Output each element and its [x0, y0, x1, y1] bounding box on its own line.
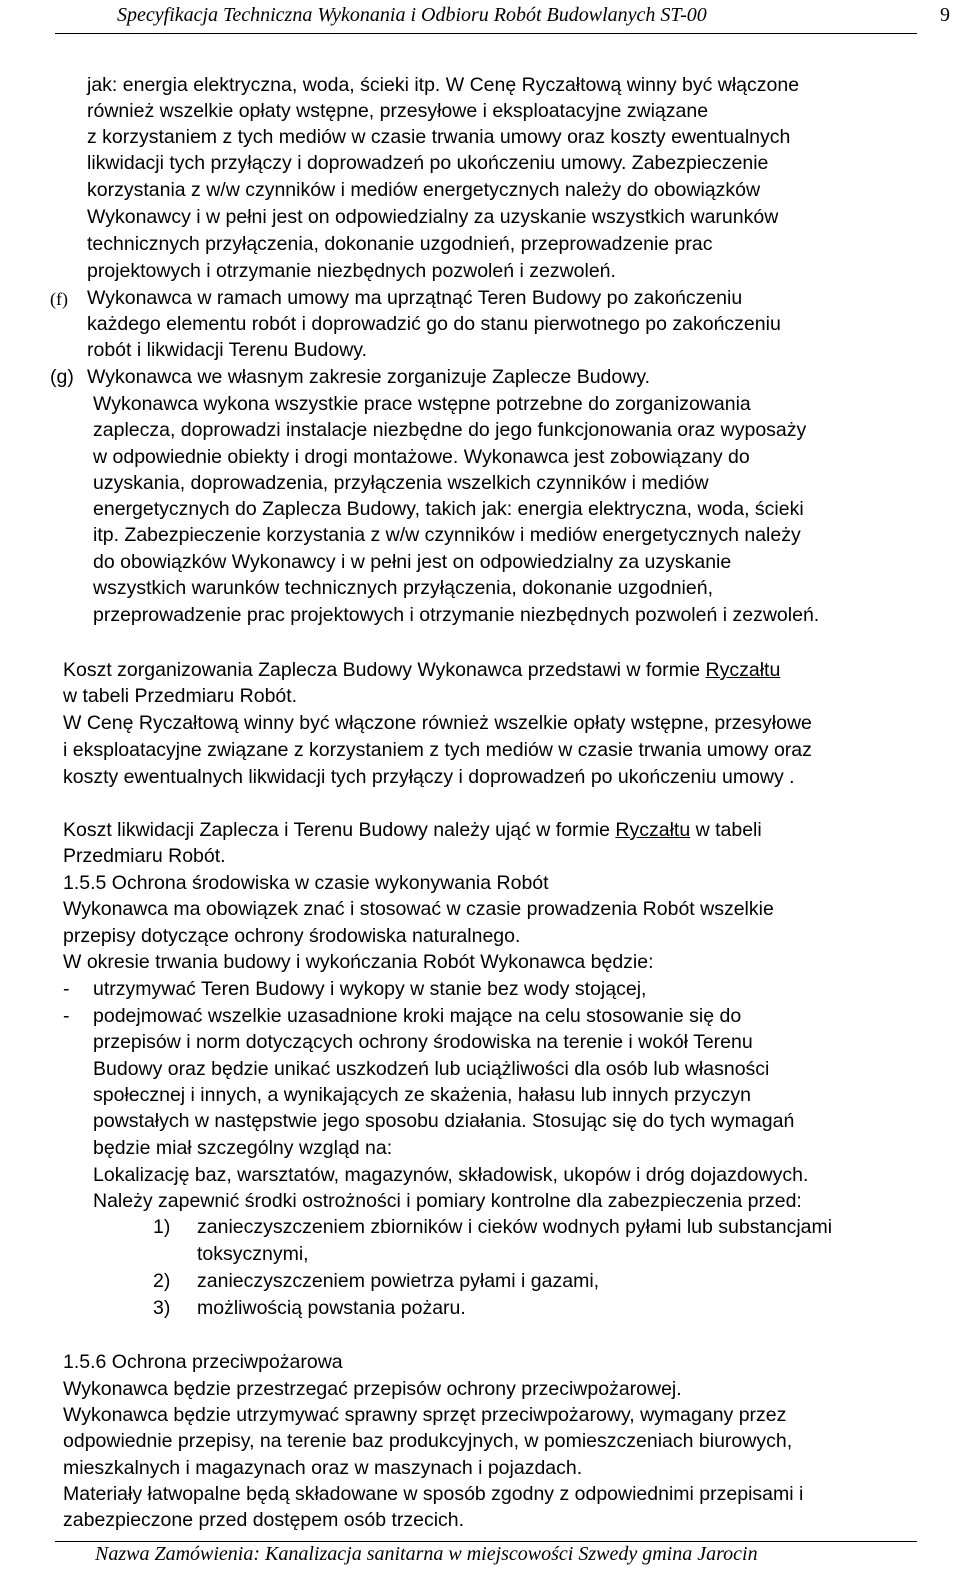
header-divider: [55, 33, 917, 34]
paragraph-line: i eksploatacyjne związane z korzystaniem z tych mediów w czasie trwania umowy oraz: [63, 739, 812, 761]
paragraph-line: Przedmiaru Robót.: [63, 845, 226, 867]
section-heading: 1.5.6 Ochrona przeciwpożarowa: [63, 1351, 343, 1373]
page-footer: [0, 1541, 960, 1569]
footer-text: Nazwa Zamówienia: Kanalizacja sanitarna w miejscowości Szwedy gmina Jarocin: [95, 1543, 758, 1565]
dash-item: przepisów i norm dotyczących ochrony środowiska na terenie i wokół Terenu: [93, 1031, 753, 1053]
numbered-item: możliwością powstania pożaru.: [197, 1297, 466, 1319]
dash-item: Budowy oraz będzie unikać uszkodzeń lub uciążliwości dla osób lub własności: [93, 1058, 770, 1080]
paragraph-line: [63, 657, 780, 683]
paragraph-line: również wszelkie opłaty wstępne, przesyłowe i eksploatacyjne związane: [87, 100, 709, 122]
paragraph-line: Wykonawca w ramach umowy ma uprzątnąć Teren Budowy po zakończeniu: [87, 287, 743, 309]
paragraph-line: W Cenę Ryczałtową winny być włączone również wszelkie opłaty wstępne, przesyłowe: [63, 712, 812, 734]
footer-divider: [55, 1541, 917, 1542]
ryczalt-underlined: Ryczałtu: [615, 819, 691, 841]
paragraph-line: odpowiednie przepisy, na terenie baz produkcyjnych, w pomieszczeniach biurowych,: [63, 1430, 793, 1452]
paragraph-line: jak: energia elektryczna, woda, ścieki itp. W Cenę Ryczałtową winny być włączone: [87, 74, 800, 96]
list-marker: (f): [50, 289, 68, 309]
dash-item: podejmować wszelkie uzasadnione kroki mające na celu stosowanie się do: [93, 1005, 742, 1027]
paragraph-line: przepisy dotyczące ochrony środowiska naturalnego.: [63, 925, 521, 947]
dash-item: Należy zapewnić środki ostrożności i pomiary kontrolne dla zabezpieczenia przed:: [93, 1190, 802, 1212]
section-heading: 1.5.5 Ochrona środowiska w czasie wykonywania Robót: [63, 872, 549, 894]
header-title: Specyfikacja Techniczna Wykonania i Odbioru Robót Budowlanych ST-00: [117, 4, 707, 26]
paragraph-line: zaplecza, doprowadzi instalacje niezbędne do jego funkcjonowania oraz wyposaży: [93, 419, 807, 441]
dash-item: utrzymywać Teren Budowy i wykopy w stanie bez wody stojącej,: [93, 978, 647, 1000]
paragraph-line: energetycznych do Zaplecza Budowy, takich jak: energia elektryczna, woda, ścieki: [93, 498, 804, 520]
page-number: 9: [940, 4, 950, 26]
ryczalt-underlined: Ryczałtu: [705, 659, 781, 681]
paragraph-line: korzystania z w/w czynników i mediów energetycznych należy do obowiązków: [87, 179, 761, 201]
paragraph-line: robót i likwidacji Terenu Budowy.: [87, 339, 367, 361]
numbered-marker: 2): [153, 1270, 171, 1292]
list-marker: (g): [50, 366, 74, 388]
dash-item: powstałych w następstwie jego sposobu działania. Stosując się do tych wymagań: [93, 1110, 795, 1132]
paragraph-line: Wykonawca ma obowiązek znać i stosować w czasie prowadzenia Robót wszelkie: [63, 898, 774, 920]
numbered-item: toksycznymi,: [197, 1243, 309, 1265]
dash-item: społecznej i innych, a wynikających ze skażenia, hałasu lub innych przyczyn: [93, 1084, 751, 1106]
paragraph-line: likwidacji tych przyłączy i doprowadzeń po ukończeniu umowy. Zabezpieczenie: [87, 152, 769, 174]
paragraph-line: uzyskania, doprowadzenia, przyłączenia wszelkich czynników i mediów: [93, 472, 709, 494]
paragraph-line: Wykonawca we własnym zakresie zorganizuje Zaplecze Budowy.: [87, 366, 651, 388]
page-header: [0, 0, 960, 44]
numbered-marker: 3): [153, 1297, 171, 1319]
paragraph-line: przeprowadzenie prac projektowych i otrzymanie niezbędnych pozwoleń i zezwoleń.: [93, 604, 820, 626]
paragraph-line: mieszkalnych i magazynach oraz w maszynach i pojazdach.: [63, 1457, 583, 1479]
dash-item: Lokalizację baz, warsztatów, magazynów, składowisk, ukopów i dróg dojazdowych.: [93, 1164, 809, 1186]
numbered-item: zanieczyszczeniem zbiorników i cieków wodnych pyłami lub substancjami: [197, 1216, 833, 1238]
paragraph-line: Wykonawca wykona wszystkie prace wstępne potrzebne do zorganizowania: [93, 393, 751, 415]
paragraph-line: w odpowiednie obiekty i drogi montażowe. Wykonawca jest zobowiązany do: [93, 446, 750, 468]
paragraph-line: itp. Zabezpieczenie korzystania z w/w czynników i mediów energetycznych należy: [93, 524, 801, 546]
dash-marker: -: [63, 1005, 70, 1027]
paragraph-line: technicznych przyłączenia, dokonanie uzgodnień, przeprowadzenie prac: [87, 233, 713, 255]
dash-item: będzie miał szczególny wzgląd na:: [93, 1137, 393, 1159]
paragraph-line: koszty ewentualnych likwidacji tych przyłączy i doprowadzeń po ukończeniu umowy .: [63, 766, 795, 788]
paragraph-line: Materiały łatwopalne będą składowane w sposób zgodny z odpowiednimi przepisami i: [63, 1483, 804, 1505]
paragraph-line: w tabeli Przedmiaru Robót.: [63, 685, 298, 707]
paragraph-text: Koszt likwidacji Zaplecza i Terenu Budowy należy ująć w formie: [63, 819, 616, 841]
paragraph-line: do obowiązków Wykonawcy i w pełni jest on odpowiedzialny za uzyskanie: [93, 551, 732, 573]
paragraph-line: projektowych i otrzymanie niezbędnych pozwoleń i zezwoleń.: [87, 260, 616, 282]
paragraph-line: Wykonawcy i w pełni jest on odpowiedzialny za uzyskanie wszystkich warunków: [87, 206, 779, 228]
paragraph-line: zabezpieczone przed dostępem osób trzecich.: [63, 1509, 465, 1531]
paragraph-line: [63, 817, 762, 843]
paragraph-line: W okresie trwania budowy i wykończania Robót Wykonawca będzie:: [63, 951, 654, 973]
paragraph-line: Wykonawca będzie przestrzegać przepisów ochrony przeciwpożarowej.: [63, 1378, 682, 1400]
paragraph-line: z korzystaniem z tych mediów w czasie trwania umowy oraz koszty ewentualnych: [87, 126, 791, 148]
numbered-item: zanieczyszczeniem powietrza pyłami i gazami,: [197, 1270, 600, 1292]
paragraph-line: Wykonawca będzie utrzymywać sprawny sprzęt przeciwpożarowy, wymagany przez: [63, 1404, 787, 1426]
paragraph-text: Koszt zorganizowania Zaplecza Budowy Wykonawca przedstawi w formie: [63, 659, 706, 681]
paragraph-line: każdego elementu robót i doprowadzić go do stanu pierwotnego po zakończeniu: [87, 313, 781, 335]
paragraph-text: w tabeli: [690, 819, 762, 841]
dash-marker: -: [63, 978, 70, 1000]
paragraph-line: wszystkich warunków technicznych przyłączenia, dokonanie uzgodnień,: [93, 577, 713, 599]
numbered-marker: 1): [153, 1216, 171, 1238]
